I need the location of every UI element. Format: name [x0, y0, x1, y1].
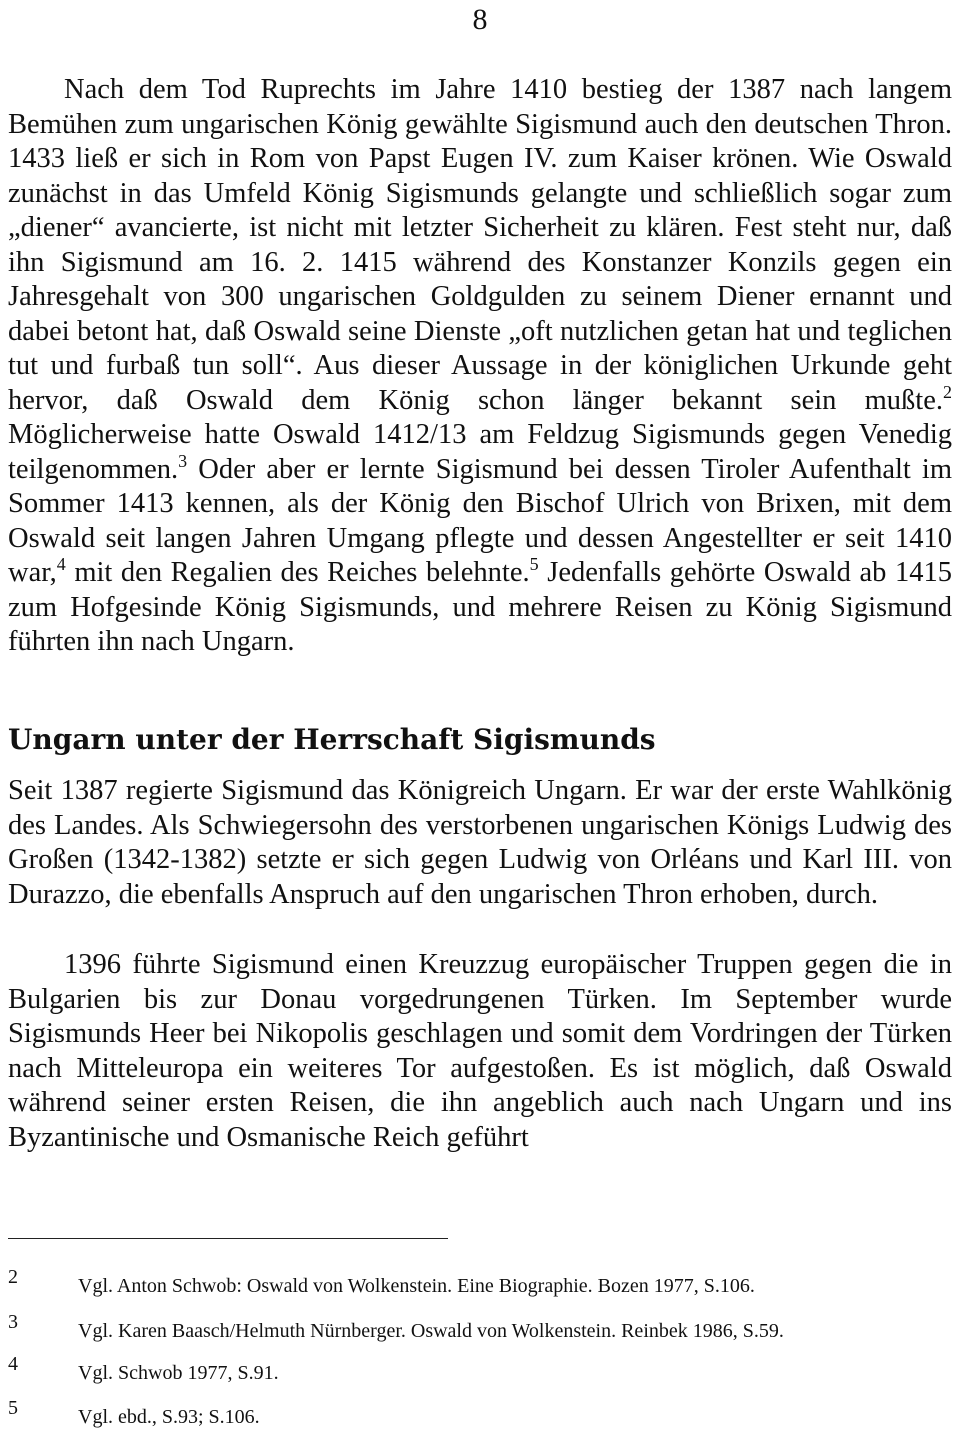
footnote-ref: 4 [56, 554, 66, 574]
footnote-text: Vgl. Schwob 1977, S.91. [78, 1362, 279, 1384]
footnote-number: 5 [8, 1397, 18, 1419]
body-paragraph: 1396 führte Sigismund einen Kreuzzug europäischer Truppen gegen die in Bulgarien bis zur Donau vorgedrungenen Türken. Im September wurde Sigismunds Heer bei Nikopolis geschlagen und somit dem Vordringen der Türken nach Mitteleuropa ein weiteres Tor aufgestoßen. Es ist möglich, daß Oswald während seiner ersten Reisen, die ihn angeblich auch nach Ungarn und ins Byzantinische und Osmanische Reich geführt [8, 949, 952, 1153]
footnote-divider [8, 1238, 448, 1239]
footnote-text: Vgl. Anton Schwob: Oswald von Wolkenstein. Eine Biographie. Bozen 1977, S.106. [78, 1275, 755, 1297]
footnote-number: 4 [8, 1353, 18, 1375]
page-number: 8 [472, 3, 488, 36]
body-paragraph [8, 73, 952, 660]
paragraph-text: Möglicherweise hatte Oswald 1412/13 am Feldzug Sigismunds gegen Venedig teilgenommen. [8, 419, 952, 485]
footnote-number: 2 [8, 1266, 18, 1288]
paragraph-text: Oder aber er lernte Sigismund bei dessen Tiroler Aufenthalt im Sommer 1413 kennen, als der König den Bischof Ulrich von Brixen, mit dem Oswald seit langen Jahren Umgang pflegte und dessen Angestellter er seit 1410 war, [8, 453, 952, 588]
footnote-text: Vgl. ebd., S.93; S.106. [78, 1406, 260, 1428]
body-paragraph: Seit 1387 regierte Sigismund das Königreich Ungarn. Er war der erste Wahlkönig des Landes. Als Schwiegersohn des verstorbenen ungarischen Königs Ludwig des Großen (1342-1382) setzte er sich gegen Ludwig von Orléans und Karl III. von Durazzo, die ebenfalls Anspruch auf den ungarischen Thron erhoben, durch. [8, 775, 952, 910]
footnote-number: 3 [8, 1311, 18, 1333]
paragraph-text: mit den Regalien des Reiches belehnte. [65, 557, 530, 588]
paragraph-text: Jedenfalls gehörte Oswald ab 1415 zum Hofgesinde König Sigismunds, und mehrere Reisen zu König Sigismund führten ihn nach Ungarn. [8, 557, 952, 657]
footnote [8, 1353, 952, 1393]
footnote [8, 1266, 952, 1306]
footnote-ref: 2 [943, 381, 952, 402]
paragraph-text: Nach dem Tod Ruprechts im Jahre 1410 bestieg der 1387 nach langem Bemühen zum ungarischen König gewählte Sigismund auch den deutschen Thron. 1433 ließ er sich in Rom von Papst Eugen IV. zum Kaiser krönen. Wie Oswald zunächst in das Umfeld König Sigismunds gelangte und schließlich sogar zum „diener“ avancierte, ist nicht mit letzter Sicherheit zu klären. Fest steht nur, daß ihn Sigismund am 16. 2. 1415 während des Konstanzer Konzils gegen ein Jahresgehalt von 300 ungarischen Goldgulden zu seinem Diener ernannt und dabei betont hat, daß Oswald seine Dienste „oft nutzlichen getan hat und teglichen tut und furbaß tun soll“. Aus dieser Aussage in der königlichen Urkunde geht hervor, daß Oswald dem König schon länger bekannt sein mußte. [8, 74, 952, 416]
section-heading: Ungarn unter der Herrschaft Sigismunds [8, 723, 656, 756]
footnote-ref: 5 [529, 554, 539, 574]
footnote [8, 1311, 952, 1351]
footnote-text: Vgl. Karen Baasch/Helmuth Nürnberger. Oswald von Wolkenstein. Reinbek 1986, S.59. [78, 1320, 784, 1342]
footnote-ref: 3 [178, 450, 188, 471]
footnote [8, 1397, 952, 1437]
